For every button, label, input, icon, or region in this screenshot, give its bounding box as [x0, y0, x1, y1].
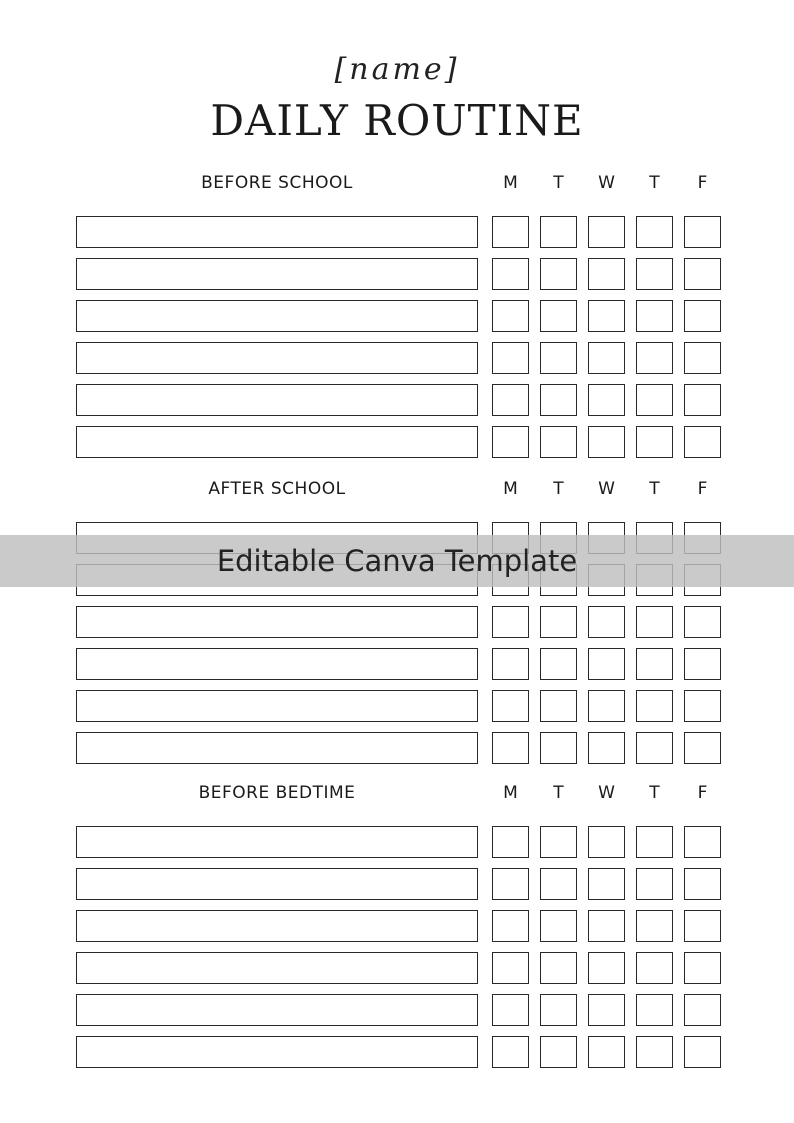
day-checkbox[interactable] — [492, 342, 529, 374]
day-checkbox[interactable] — [636, 1036, 673, 1068]
task-field[interactable] — [76, 868, 478, 900]
routine-row — [0, 868, 794, 900]
routine-row — [0, 994, 794, 1026]
routine-row — [0, 426, 794, 458]
day-checkbox[interactable] — [492, 826, 529, 858]
routine-row — [0, 1036, 794, 1068]
day-label: M — [503, 479, 518, 499]
task-field[interactable] — [76, 910, 478, 942]
task-field[interactable] — [76, 826, 478, 858]
day-checkbox[interactable] — [636, 868, 673, 900]
task-field[interactable] — [76, 648, 478, 680]
day-checkbox[interactable] — [684, 826, 721, 858]
day-label: W — [598, 173, 615, 193]
day-checkbox[interactable] — [540, 342, 577, 374]
day-checkbox[interactable] — [492, 994, 529, 1026]
day-label: F — [697, 783, 708, 803]
day-checkbox[interactable] — [588, 994, 625, 1026]
day-checkbox[interactable] — [540, 606, 577, 638]
task-field[interactable] — [76, 342, 478, 374]
day-checkbox[interactable] — [588, 732, 625, 764]
section-title: BEFORE SCHOOL — [201, 173, 353, 193]
day-checkbox[interactable] — [492, 216, 529, 248]
day-checkbox[interactable] — [684, 648, 721, 680]
day-checkbox[interactable] — [588, 910, 625, 942]
day-label: T — [649, 479, 660, 499]
day-checkbox[interactable] — [636, 648, 673, 680]
day-checkbox[interactable] — [636, 342, 673, 374]
routine-row — [0, 384, 794, 416]
routine-row — [0, 606, 794, 638]
day-checkbox[interactable] — [492, 732, 529, 764]
watermark-band — [0, 535, 794, 587]
day-checkbox[interactable] — [540, 258, 577, 290]
day-checkbox[interactable] — [492, 910, 529, 942]
routine-row — [0, 216, 794, 248]
day-label: F — [697, 173, 708, 193]
day-checkbox[interactable] — [492, 426, 529, 458]
day-label: M — [503, 173, 518, 193]
day-label: W — [598, 783, 615, 803]
day-checkbox[interactable] — [540, 910, 577, 942]
day-checkbox[interactable] — [540, 994, 577, 1026]
day-checkbox[interactable] — [540, 648, 577, 680]
day-checkbox[interactable] — [684, 868, 721, 900]
day-label: T — [553, 173, 564, 193]
day-checkbox[interactable] — [588, 1036, 625, 1068]
day-checkbox[interactable] — [636, 258, 673, 290]
routine-row — [0, 826, 794, 858]
day-checkbox[interactable] — [684, 732, 721, 764]
day-checkbox[interactable] — [636, 606, 673, 638]
day-checkbox[interactable] — [540, 732, 577, 764]
day-checkbox[interactable] — [636, 994, 673, 1026]
day-checkbox[interactable] — [588, 426, 625, 458]
day-checkbox[interactable] — [636, 826, 673, 858]
day-checkbox[interactable] — [588, 216, 625, 248]
day-label: T — [649, 783, 660, 803]
day-checkbox[interactable] — [588, 258, 625, 290]
task-field[interactable] — [76, 952, 478, 984]
day-checkbox[interactable] — [492, 952, 529, 984]
day-checkbox[interactable] — [492, 648, 529, 680]
task-field[interactable] — [76, 258, 478, 290]
day-checkbox[interactable] — [540, 300, 577, 332]
day-checkbox[interactable] — [684, 216, 721, 248]
day-checkbox[interactable] — [636, 952, 673, 984]
watermark-text: Editable Canva Template — [216, 544, 578, 578]
day-checkbox[interactable] — [492, 300, 529, 332]
routine-row — [0, 258, 794, 290]
day-checkbox[interactable] — [684, 384, 721, 416]
name-placeholder[interactable]: [name] — [334, 52, 460, 87]
day-checkbox[interactable] — [540, 690, 577, 722]
day-checkbox[interactable] — [684, 690, 721, 722]
day-checkbox[interactable] — [684, 342, 721, 374]
task-field[interactable] — [76, 426, 478, 458]
day-checkbox[interactable] — [684, 258, 721, 290]
section-title: AFTER SCHOOL — [208, 479, 346, 499]
day-label: T — [649, 173, 660, 193]
day-checkbox[interactable] — [636, 426, 673, 458]
day-checkbox[interactable] — [588, 648, 625, 680]
task-field[interactable] — [76, 606, 478, 638]
day-checkbox[interactable] — [636, 690, 673, 722]
day-checkbox[interactable] — [588, 342, 625, 374]
day-checkbox[interactable] — [588, 384, 625, 416]
day-checkbox[interactable] — [684, 426, 721, 458]
day-checkbox[interactable] — [492, 1036, 529, 1068]
day-checkbox[interactable] — [636, 910, 673, 942]
day-label: T — [553, 479, 564, 499]
day-checkbox[interactable] — [540, 1036, 577, 1068]
day-checkbox[interactable] — [684, 1036, 721, 1068]
routine-row — [0, 952, 794, 984]
task-field[interactable] — [76, 216, 478, 248]
day-label: T — [553, 783, 564, 803]
routine-row — [0, 732, 794, 764]
day-checkbox[interactable] — [684, 910, 721, 942]
day-checkbox[interactable] — [492, 384, 529, 416]
day-checkbox[interactable] — [540, 426, 577, 458]
routine-row — [0, 910, 794, 942]
routine-row — [0, 342, 794, 374]
day-checkbox[interactable] — [540, 952, 577, 984]
day-checkbox[interactable] — [588, 826, 625, 858]
day-label: F — [697, 479, 708, 499]
day-checkbox[interactable] — [540, 868, 577, 900]
day-checkbox[interactable] — [684, 952, 721, 984]
task-field[interactable] — [76, 1036, 478, 1068]
section-title: BEFORE BEDTIME — [198, 783, 356, 803]
day-checkbox[interactable] — [588, 868, 625, 900]
day-checkbox[interactable] — [588, 952, 625, 984]
day-checkbox[interactable] — [540, 826, 577, 858]
day-checkbox[interactable] — [492, 606, 529, 638]
routine-row — [0, 690, 794, 722]
routine-row — [0, 648, 794, 680]
day-checkbox[interactable] — [684, 606, 721, 638]
day-checkbox[interactable] — [540, 384, 577, 416]
day-checkbox[interactable] — [636, 384, 673, 416]
day-checkbox[interactable] — [588, 690, 625, 722]
day-label: M — [503, 783, 518, 803]
day-checkbox[interactable] — [636, 732, 673, 764]
task-field[interactable] — [76, 384, 478, 416]
day-checkbox[interactable] — [684, 300, 721, 332]
day-checkbox[interactable] — [492, 258, 529, 290]
day-checkbox[interactable] — [636, 300, 673, 332]
page-title: DAILY ROUTINE — [210, 96, 584, 145]
task-field[interactable] — [76, 994, 478, 1026]
day-checkbox[interactable] — [636, 216, 673, 248]
day-checkbox[interactable] — [588, 300, 625, 332]
day-checkbox[interactable] — [492, 868, 529, 900]
day-checkbox[interactable] — [684, 994, 721, 1026]
day-checkbox[interactable] — [540, 216, 577, 248]
day-checkbox[interactable] — [492, 690, 529, 722]
task-field[interactable] — [76, 732, 478, 764]
task-field[interactable] — [76, 690, 478, 722]
routine-row — [0, 300, 794, 332]
task-field[interactable] — [76, 300, 478, 332]
day-label: W — [598, 479, 615, 499]
day-checkbox[interactable] — [588, 606, 625, 638]
